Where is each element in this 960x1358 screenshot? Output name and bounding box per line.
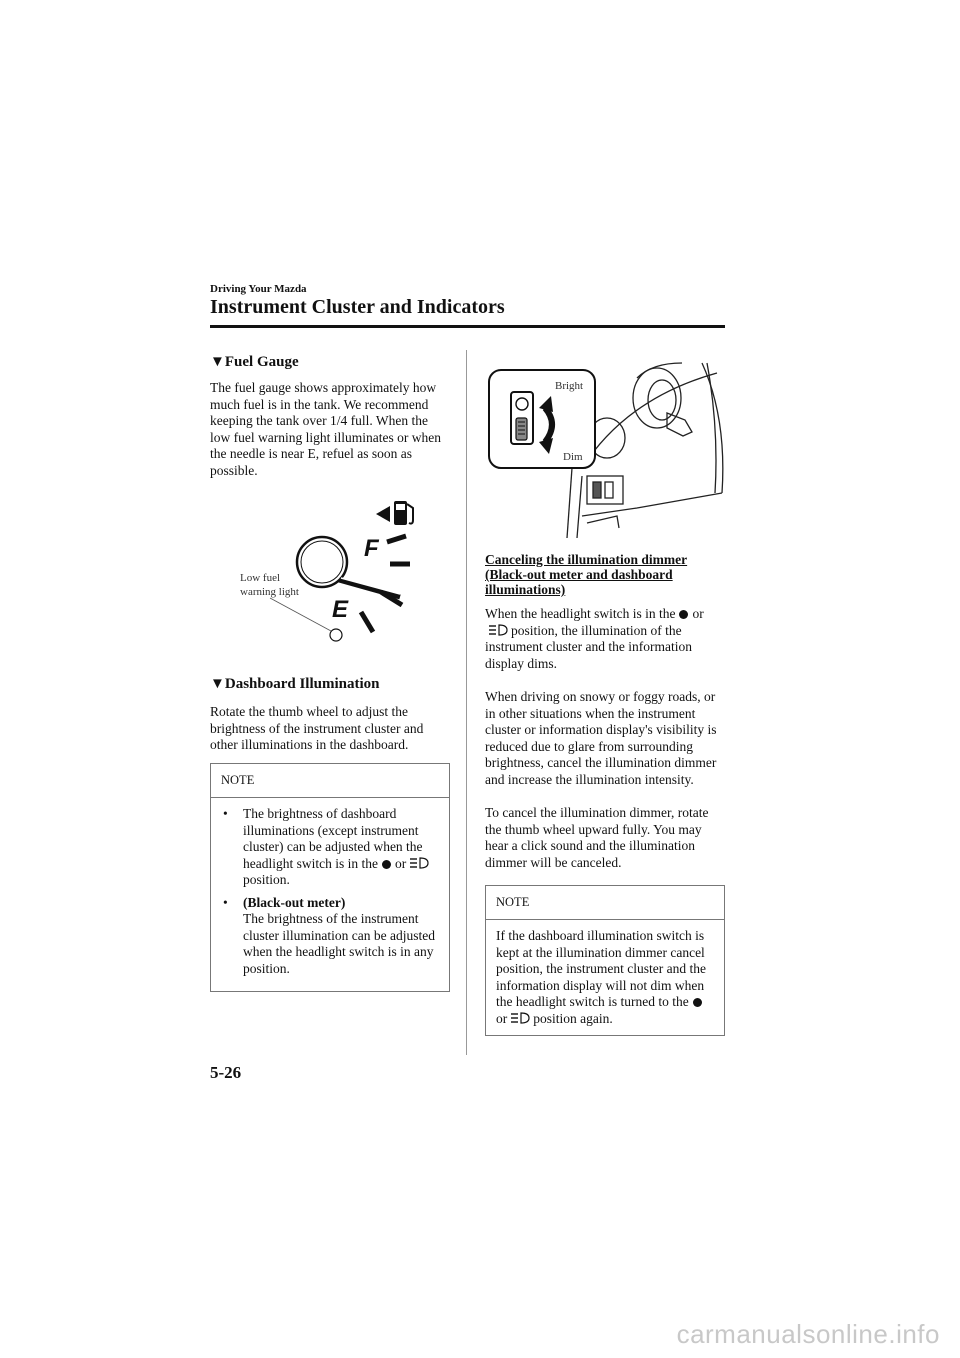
column-divider xyxy=(466,350,467,1055)
title-rule xyxy=(210,325,725,328)
low-fuel-label-1: Low fuel xyxy=(240,572,281,584)
note-bullet: • The brightness of dashboard illuminations (except instrument cluster) can be adjusted when the headlight switch is in the orposition. xyxy=(221,806,439,889)
parking-light-icon xyxy=(382,860,391,869)
bright-label: Bright xyxy=(555,380,584,392)
page-number: 5-26 xyxy=(210,1063,242,1082)
low-fuel-light-icon xyxy=(330,629,342,641)
canceling-paragraph-2: When driving on snowy or foggy roads, or in other situations when the instrument cluster or information display's visibility is reduced due to glare from surrounding brightness, cancel the illumination dimmer and increase the illumination intensity. xyxy=(485,689,717,787)
gauge-needle xyxy=(339,580,400,597)
fuel-pump-icon xyxy=(376,501,413,525)
canceling-section xyxy=(485,552,725,871)
headlight-icon xyxy=(488,624,508,636)
parking-light-icon xyxy=(693,998,702,1007)
note-label: NOTE xyxy=(211,764,449,798)
dim-label: Dim xyxy=(563,451,583,463)
fuel-gauge-figure xyxy=(230,492,440,652)
canceling-heading: Canceling the illumination dimmer (Black-out meter and dashboard illuminations) xyxy=(485,552,688,597)
dashboard-heading: ▼Dashboard Illumination xyxy=(210,676,380,692)
fuel-gauge-section xyxy=(210,354,450,479)
canceling-paragraph-1: When the headlight switch is in the orposition, the illumination of the instrument cluster and the information display dims. xyxy=(485,606,704,671)
canceling-paragraph-3: To cancel the illumination dimmer, rotate the thumb wheel upward fully. You may hear a click sound and the illumination dimmer will be canceled. xyxy=(485,805,709,870)
dimmer-switch-figure xyxy=(487,358,727,548)
watermark: carmanualsonline.info xyxy=(676,1319,940,1349)
triangle-bullet-icon: ▼ xyxy=(210,676,225,692)
fuel-gauge-heading: ▼Fuel Gauge xyxy=(210,354,299,370)
low-fuel-label-2: warning light xyxy=(240,586,299,598)
empty-mark: E xyxy=(332,596,349,623)
note-bullet: • (Black-out meter) The brightness of the instrument cluster illumination can be adjusted when the headlight switch is in any position. xyxy=(223,894,435,976)
section-label: Driving Your Mazda xyxy=(210,283,307,295)
fuel-gauge-text: The fuel gauge shows approximately how much fuel is in the tank. We recommend keeping the tank over 1/4 full. When the low fuel warning light illuminates or when the needle is near E, refuel as soon as possible. xyxy=(210,380,441,478)
dashboard-text: Rotate the thumb wheel to adjust the brightness of the instrument cluster and other illuminations in the dashboard. xyxy=(210,704,424,752)
dashboard-note xyxy=(210,763,450,992)
canceling-note xyxy=(485,885,725,1036)
page-title: Instrument Cluster and Indicators xyxy=(210,296,505,318)
note-label: NOTE xyxy=(486,886,724,920)
headlight-icon xyxy=(409,857,429,869)
full-mark: F xyxy=(364,535,379,562)
parking-light-icon xyxy=(679,610,688,619)
triangle-bullet-icon: ▼ xyxy=(210,354,225,370)
dashboard-section xyxy=(210,676,450,754)
headlight-icon xyxy=(510,1012,530,1024)
thumb-wheel xyxy=(516,418,527,440)
canceling-note-text: If the dashboard illumination switch is kept at the illumination dimmer cancel position, the instrument cluster and the information display will not dim when the headlight switch is turned to the or position again. xyxy=(496,928,706,1026)
